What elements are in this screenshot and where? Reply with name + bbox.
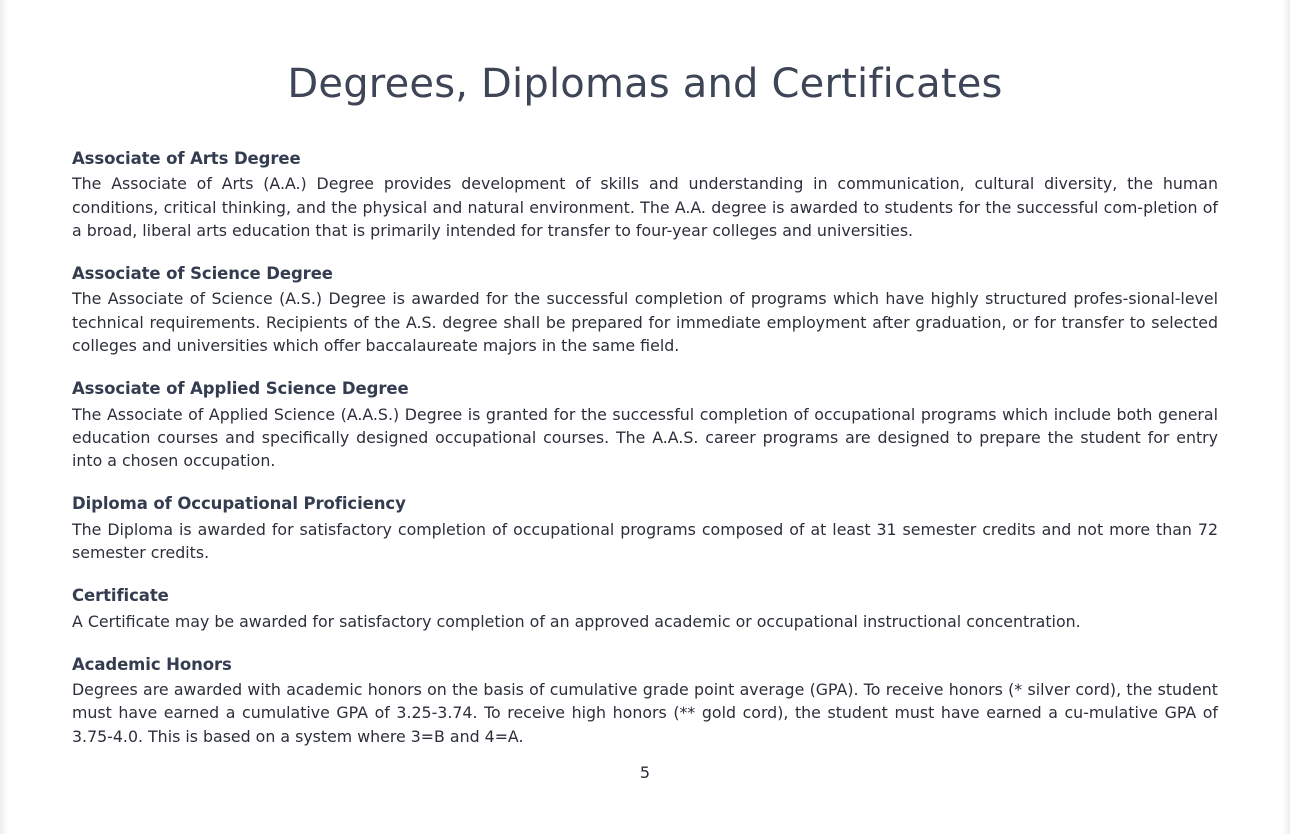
section-body: The Associate of Arts (A.A.) Degree provides development of skills and understanding in communication, cultural diversity, the human conditions, critical thinking, and the physical and natural environment. The A.A. degree is awarded to students for the successful com-pletion of a broad, liberal arts education that is primarily intended for transfer to four-year colleges and universities. (72, 174, 1218, 240)
page-number: 5 (639, 763, 651, 782)
section-academic-honors (72, 654, 1218, 748)
section-heading: Associate of Arts Degree (72, 149, 301, 168)
section-associate-of-science-degree (72, 263, 1218, 357)
section-body: The Associate of Applied Science (A.A.S.) Degree is granted for the successful completion of occupational programs which include both general education courses and specifically designed occupational courses. The A.A.S. career programs are designed to prepare the student for entry into a chosen occupation. (72, 404, 1218, 471)
page-title: Degrees, Diplomas and Certificates (287, 61, 1003, 107)
page-edge-right (1282, 0, 1290, 834)
section-body: Degrees are awarded with academic honors on the basis of cumulative grade point average (GPA). To receive honors (* silver cord), the student must have earned a cumulative GPA of 3.25-3.74. To receive high honors (** gold cord), the student must have earned a cu-mulative GPA of 3.75-4.0. This is based on a system where 3=B and 4=A. (72, 680, 1218, 746)
section-certificate (72, 585, 1218, 633)
section-heading: Associate of Applied Science Degree (72, 379, 409, 399)
section-associate-of-arts-degree (72, 148, 1218, 242)
section-diploma-of-occupational-proficiency (72, 493, 1218, 564)
page-edge-left (0, 0, 8, 834)
section-associate-of-applied-science-degree (72, 378, 1218, 472)
section-heading: Associate of Science Degree (72, 264, 333, 284)
section-body: The Diploma is awarded for satisfactory completion of occupational programs composed of at least 31 semester credits and not more than 72 semester credits. (72, 519, 1218, 563)
document-body (0, 148, 1290, 748)
section-heading: Diploma of Occupational Proficiency (72, 494, 406, 514)
section-heading: Certificate (72, 586, 169, 606)
section-body: A Certificate may be awarded for satisfactory completion of an approved academic or occupational instructional concentration. (72, 611, 1081, 631)
section-heading: Academic Honors (72, 654, 232, 674)
section-body: The Associate of Science (A.S.) Degree is awarded for the successful completion of programs which have highly structured profes-sional-level technical requirements. Recipients of the A.S. degree shall be prepared for immediate employment after graduation, or for transfer to selected colleges and universities which offer baccalaureate majors in the same field. (72, 289, 1218, 356)
